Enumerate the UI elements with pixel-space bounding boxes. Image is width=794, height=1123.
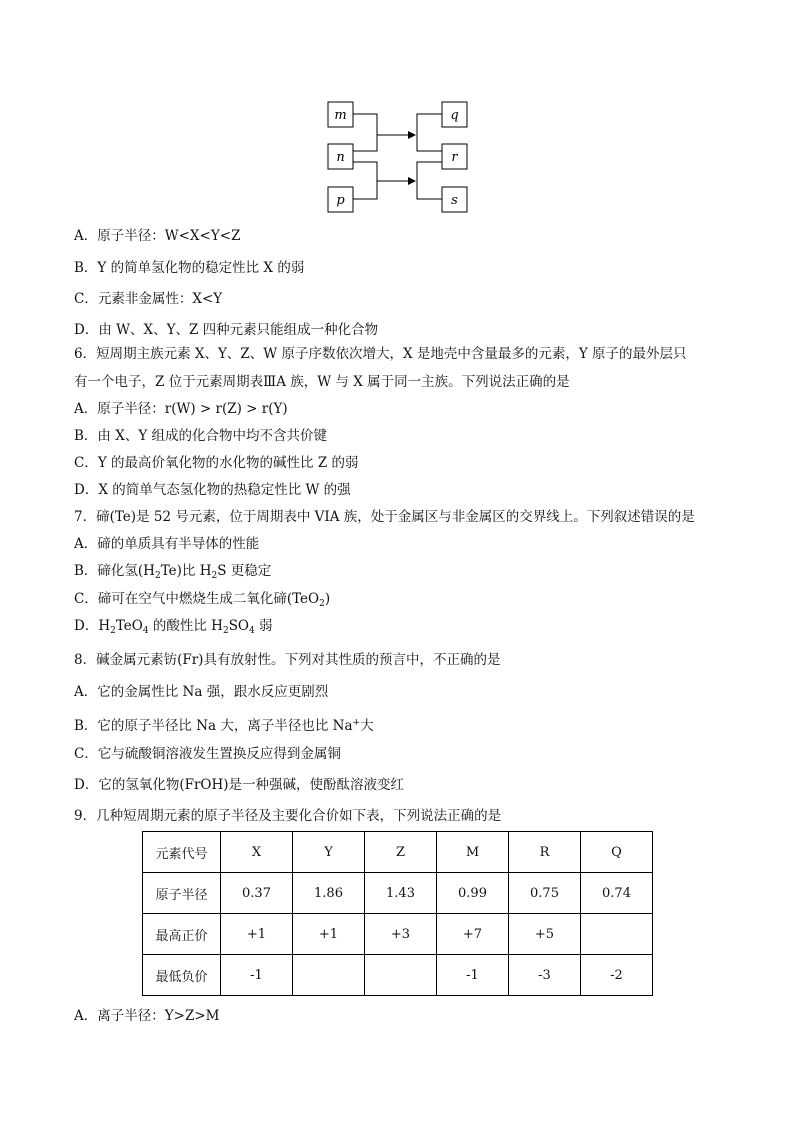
q7-option-c	[74, 590, 330, 613]
q7-option-b	[74, 562, 271, 585]
table-cell: 元素代号	[143, 832, 221, 873]
label-p: p	[336, 193, 345, 208]
table-cell: X	[221, 832, 293, 873]
table-cell: 1.86	[293, 873, 365, 914]
q9-option-a: A．离子半径：Y>Z>M	[74, 1008, 220, 1024]
element-data-table	[142, 831, 653, 996]
label-m: m	[334, 108, 347, 123]
q5-option-a: A．原子半径：W<X<Y<Z	[74, 228, 241, 244]
q7-d-text2: TeO	[115, 618, 143, 634]
table-cell: 原子半径	[143, 873, 221, 914]
connector-p	[353, 162, 377, 199]
connector-q	[417, 114, 442, 151]
table-cell: -1	[221, 955, 293, 996]
table-cell: 最低负价	[143, 955, 221, 996]
q6-option-a: A．原子半径：r(W) > r(Z) > r(Y)	[74, 401, 288, 417]
q7-d-text4: SO	[228, 618, 250, 634]
q7-b-sub1: 2	[154, 571, 161, 581]
q5-option-d: D．由 W、X、Y、Z 四种元素只能组成一种化合物	[74, 322, 379, 338]
q7-option-a: A．碲的单质具有半导体的性能	[74, 536, 260, 552]
q6-option-d: D．X 的简单气态氢化物的热稳定性比 W 的强	[74, 482, 351, 498]
q7-d-text3: 的酸性比 H	[148, 618, 223, 634]
q7-d-sub2: 4	[142, 626, 149, 636]
q8-stem: 8．碱金属元素钫(Fr)具有放射性。下列对其性质的预言中，不正确的是	[74, 652, 501, 668]
q6-option-b: B．由 X、Y 组成的化合物中均不含共价键	[74, 428, 328, 444]
q6-stem-line2: 有一个电子，Z 位于元素周期表ⅢA 族，W 与 X 属于同一主族。下列说法正确的是	[74, 374, 570, 390]
q5-option-c: C．元素非金属性：X<Y	[74, 291, 223, 307]
q6-option-c: C．Y 的最高价氧化物的水化物的碱性比 Z 的弱	[74, 455, 359, 471]
table-cell: +3	[365, 914, 437, 955]
table-cell: +5	[509, 914, 581, 955]
table-cell: -3	[509, 955, 581, 996]
table-cell: 0.99	[437, 873, 509, 914]
q7-c-sub: 2	[319, 599, 325, 609]
table-header-row	[143, 832, 653, 873]
table-cell: 0.75	[509, 873, 581, 914]
table-cell: Y	[293, 832, 365, 873]
table-cell: 最高正价	[143, 914, 221, 955]
q8-option-d: D．它的氢氧化物(FrOH)是一种强碱，使酚酞溶液变红	[74, 777, 405, 793]
q8-b-text2: 大	[360, 718, 374, 734]
q7-b-text2: Te)比 H	[160, 563, 212, 579]
q7-c-text1: C．碲可在空气中燃烧生成二氧化碲(TeO	[74, 591, 320, 607]
q8-b-text1: B．它的原子半径比 Na 大，离子半径也比 Na	[74, 718, 353, 734]
q7-b-sub2: 2	[211, 571, 218, 581]
table-cell: +1	[293, 914, 365, 955]
q7-stem: 7．碲(Te)是 52 号元素，位于周期表中 VIA 族，处于金属区与非金属区的交界线上。下列叙述错误的是	[74, 509, 695, 525]
connector-m	[353, 114, 377, 151]
q7-b-text1: B．碲化氢(H	[74, 563, 155, 579]
q9-stem: 9．几种短周期元素的原子半径及主要化合价如下表，下列说法正确的是	[74, 808, 502, 824]
table-cell: +1	[221, 914, 293, 955]
label-r: r	[451, 150, 458, 165]
table-cell: 1.43	[365, 873, 437, 914]
table-cell: -2	[581, 955, 653, 996]
q8-b-sup: +	[352, 718, 361, 728]
q7-b-text3: S 更稳定	[217, 563, 272, 579]
q8-option-a: A．它的金属性比 Na 强，跟水反应更剧烈	[74, 684, 329, 700]
q7-d-sub1: 2	[110, 626, 116, 636]
table-cell: Q	[581, 832, 653, 873]
reaction-diagram	[0, 0, 794, 230]
table-cell	[365, 955, 437, 996]
q7-d-sub4: 4	[249, 626, 255, 636]
table-row	[143, 873, 653, 914]
table-cell: R	[509, 832, 581, 873]
table-row	[143, 914, 653, 955]
table-row	[143, 955, 653, 996]
table-cell: 0.74	[581, 873, 653, 914]
table-cell	[293, 955, 365, 996]
table-cell: 0.37	[221, 873, 293, 914]
q7-d-sub3: 2	[222, 626, 229, 636]
q8-option-c: C．它与硫酸铜溶液发生置换反应得到金属铜	[74, 746, 341, 762]
table-cell: M	[437, 832, 509, 873]
q8-option-b	[74, 714, 374, 735]
table-cell: +7	[437, 914, 509, 955]
table-cell	[581, 914, 653, 955]
connector-s	[417, 162, 442, 199]
q7-d-text5: 弱	[254, 618, 273, 634]
label-s: s	[451, 193, 458, 208]
label-n: n	[336, 150, 345, 165]
q7-d-text1: D．H	[74, 618, 111, 634]
table-cell: -1	[437, 955, 509, 996]
q5-option-b: B．Y 的简单氢化物的稳定性比 X 的弱	[74, 260, 305, 276]
label-q: q	[450, 108, 459, 123]
table-cell: Z	[365, 832, 437, 873]
q6-stem-line1: 6．短周期主族元素 X、Y、Z、W 原子序数依次增大，X 是地壳中含量最多的元素，Y 原子的最外层只	[74, 346, 687, 362]
q7-c-text2: )	[324, 591, 331, 607]
q7-option-d	[74, 617, 273, 640]
